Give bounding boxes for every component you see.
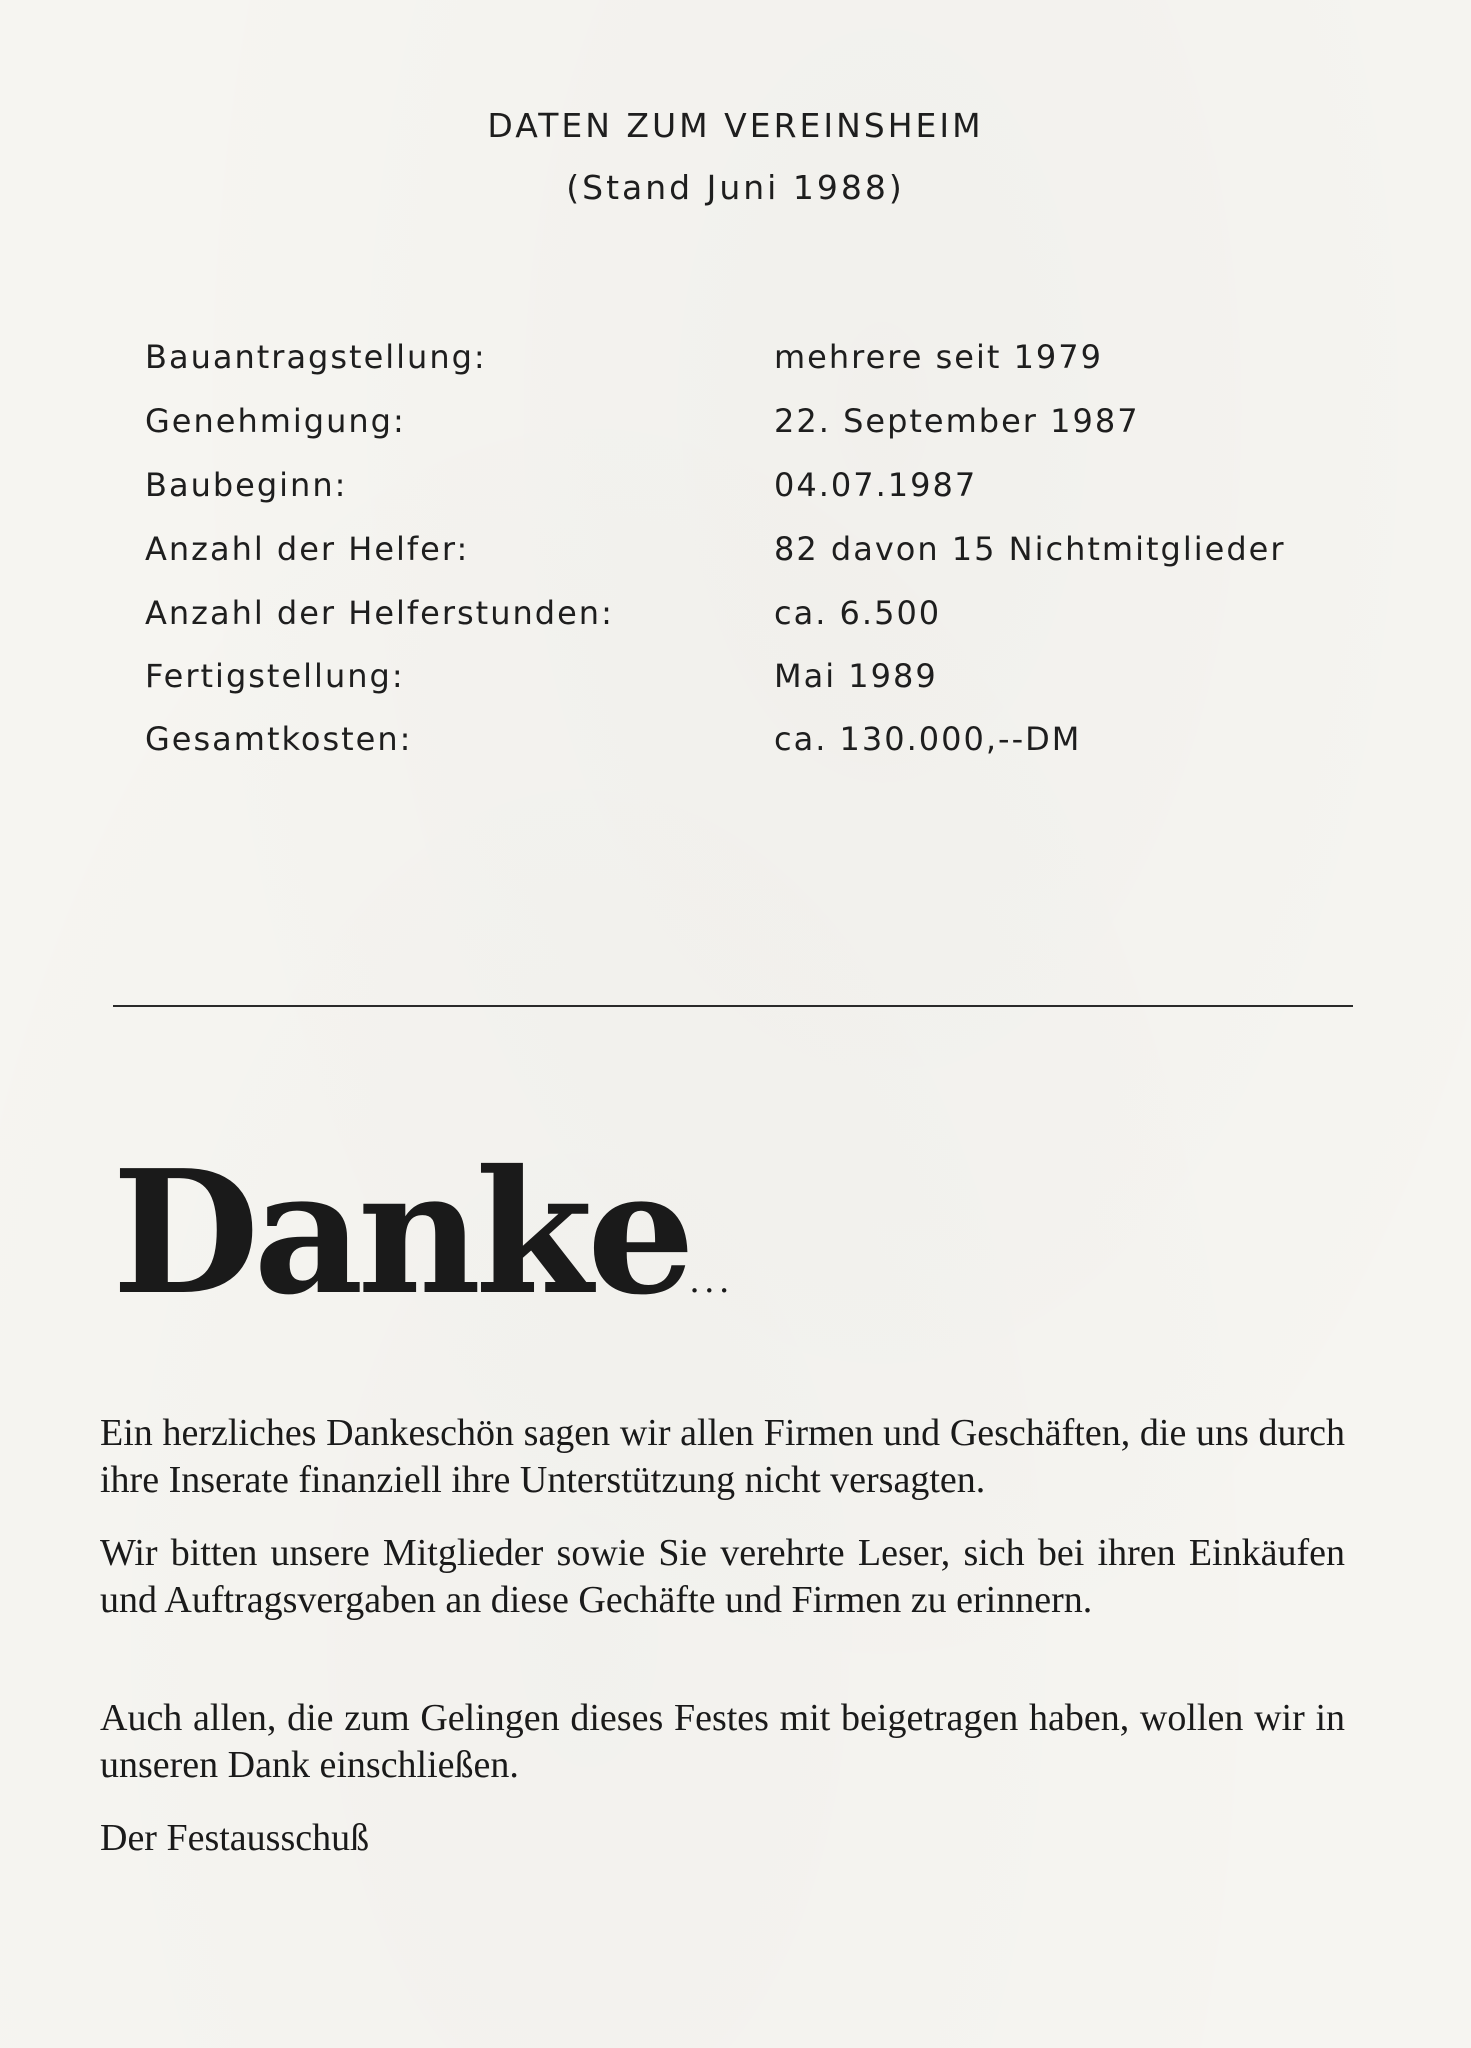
thanks-paragraph: Ein herzliches Dankeschön sagen wir allen Firmen und Geschäften, die uns durch ihre Inserate finanziell ihre Unterstützung nicht versagten.	[100, 1412, 1345, 1501]
thanks-paragraph: Auch allen, die zum Gelingen dieses Festes mit beigetragen haben, wollen wir in unseren Dank einschließen.	[100, 1697, 1345, 1786]
fact-label: Fertigstellung:	[145, 657, 405, 695]
fact-row-helpers	[0, 530, 1471, 580]
fact-value: 22. September 1987	[774, 402, 1140, 440]
fact-value: ca. 130.000,--DM	[774, 720, 1082, 758]
fact-label: Baubeginn:	[145, 466, 348, 504]
fact-row-completion	[0, 657, 1471, 707]
signature: Der Festausschuß	[100, 1817, 370, 1859]
fact-row-application	[0, 338, 1471, 388]
fact-value: 04.07.1987	[774, 466, 978, 504]
fact-label: Gesamtkosten:	[145, 720, 413, 758]
thanks-heading-text: Danke	[112, 1133, 690, 1333]
fact-row-helper-hours	[0, 594, 1471, 644]
fact-row-total-cost	[0, 720, 1471, 770]
section-divider	[113, 1005, 1353, 1007]
fact-value: 82 davon 15 Nichtmitglieder	[774, 530, 1286, 568]
thanks-ellipsis: ...	[689, 1261, 734, 1301]
thanks-heading	[112, 1133, 734, 1333]
fact-value: ca. 6.500	[774, 594, 942, 632]
page-subtitle: (Stand Juni 1988)	[566, 168, 905, 207]
fact-row-approval	[0, 402, 1471, 452]
page-title: DATEN ZUM VEREINSHEIM	[487, 106, 984, 145]
fact-label: Genehmigung:	[145, 402, 406, 440]
fact-label: Anzahl der Helferstunden:	[145, 594, 614, 632]
fact-label: Bauantragstellung:	[145, 338, 487, 376]
fact-row-construction-start	[0, 466, 1471, 516]
fact-label: Anzahl der Helfer:	[145, 530, 470, 568]
thanks-paragraph: Wir bitten unsere Mitglieder sowie Sie verehrte Leser, sich bei ihren Einkäufen und Auftragsvergaben an diese Gechäfte und Firmen zu erinnern.	[100, 1532, 1345, 1621]
fact-value: mehrere seit 1979	[774, 338, 1103, 376]
fact-value: Mai 1989	[774, 657, 938, 695]
